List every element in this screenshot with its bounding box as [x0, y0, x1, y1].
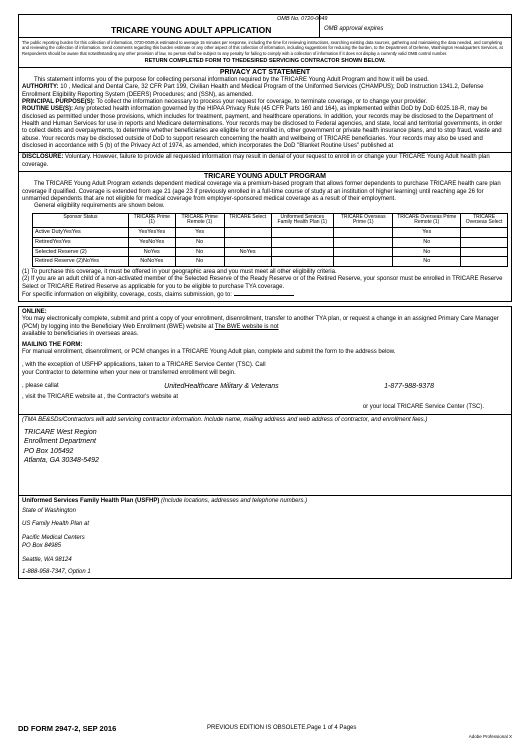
usfhp-line: State of Washington	[22, 507, 76, 514]
address-line: Atlanta, GA 30348-5492	[24, 457, 99, 465]
purpose-block	[22, 99, 508, 106]
usfhp-section	[18, 496, 512, 579]
table-cell	[271, 237, 334, 247]
omb-expires: OMB approval expires	[319, 15, 513, 37]
online-section	[18, 306, 512, 414]
usfhp-line: 1-888-958-7347, Option 1	[22, 568, 91, 575]
disclosure-text: Voluntary. However, failure to provide all requested information may result in denial of your request to enroll in or change your TRICARE Young Adult health plan coverage.	[22, 154, 490, 168]
usfhp-note: (Include locations, addresses and telephone numbers.)	[161, 498, 308, 505]
obsolete-notice: PREVIOUS EDITION IS OBSOLETE.Page 1 of 4 Pages	[207, 725, 357, 731]
table-cell	[271, 247, 334, 257]
form-number: DD FORM 2947-2, SEP 2016	[18, 724, 117, 733]
visit-text: , visit the TRICARE website at	[22, 394, 103, 401]
online-label: ONLINE:	[22, 309, 47, 316]
authority-label: AUTHORITY:	[22, 84, 59, 91]
table-cell: NoNoYes	[128, 257, 175, 267]
table-cell	[224, 228, 271, 238]
online-tail: available to beneficiaries in overseas areas.	[22, 330, 139, 337]
purpose-label: PRINCIPAL PURPOSE(S):	[22, 99, 95, 106]
form-page	[18, 14, 512, 579]
uso-text: , with the exception of USFHP applications, taken to a TRICARE Service Center (TSC). Call	[22, 362, 266, 369]
table-cell: YesYesYes	[128, 228, 175, 238]
purpose-text: To collect the information necessary to process your request for coverage, to terminate coverage, or to change your provider.	[96, 99, 428, 106]
table-cell	[334, 257, 393, 267]
contractor-name: UnitedHealthcare Military & Veterans	[164, 382, 279, 390]
privacy-act-section	[18, 68, 512, 154]
contractor-section	[18, 415, 512, 497]
table-cell: Active DutyYesYes	[33, 228, 129, 238]
table-header-row	[33, 213, 508, 228]
table-cell	[334, 237, 393, 247]
table-cell	[334, 247, 393, 257]
tma-note: (TMA BE&SDs/Contractors will add servicing contractor information. Include name, mailing address and web address of contractor, and enrollment fees.)	[22, 416, 428, 423]
table-cell: No	[175, 257, 224, 267]
table-cell	[224, 257, 271, 267]
uso-text-2: your Contractor to determine when your new or transferred enrollment will begin.	[22, 369, 236, 376]
column-header: TRICARE Select	[224, 213, 271, 228]
form-header	[18, 14, 512, 38]
table-cell: No	[175, 247, 224, 257]
table-cell	[271, 257, 334, 267]
tsc-text: or your local TRICARE Service Center (TSC).	[362, 404, 484, 411]
visit-text-2: , the Contractor's website at	[103, 394, 179, 401]
table-row	[33, 237, 508, 247]
mailing-label: MAILING THE FORM:	[22, 342, 83, 348]
table-cell	[461, 237, 508, 247]
table-cell: No	[393, 257, 461, 267]
contractor-row	[22, 383, 508, 391]
please-call: , please callat	[22, 382, 59, 389]
table-cell: YesNoYes	[128, 237, 175, 247]
burden-text: The public reporting burden for this collection of information, 0720-0049,is estimated to average 15 minutes per response, including the time for reviewing instructions, searching existing data sources, gathering and maintaining the data needed, and completing and reviewing the collection of information. Send comments regarding this burden estimate or any other aspect of this collection of information, including suggestions for reducing the burden, to the Department of Defense, Washington Headquarters Services, at Respondents should be aware that notwithstanding any other provision of law, no person shall be subject to any penalty for failing to comply with a collection of information if it does not display a currently valid OMB control number.	[22, 40, 503, 56]
column-header: TRICARE Prime (1)	[128, 213, 175, 228]
table-cell: Selected Reserve (2)	[33, 247, 129, 257]
footnote-3-text: For specific information on eligibility, coverage, costs, claims submission, go to:	[22, 291, 232, 298]
usfhp-line: Seattle, WA 98124	[22, 556, 72, 563]
routine-block	[22, 106, 508, 150]
table-cell: NoYes	[128, 247, 175, 257]
table-cell: No	[393, 237, 461, 247]
table-row	[33, 228, 508, 238]
adobe-label: Adobe Professional X	[468, 734, 512, 739]
table-cell: No	[175, 237, 224, 247]
table-cell: RetiredYesYes	[33, 237, 129, 247]
usfhp-label: Uniformed Services Family Health Plan (USFHP)	[22, 498, 160, 505]
routine-text: Any protected health information governed by the HIPAA Privacy Rule (45 CFR Parts 160 and 164), as implemented within DoD by DoD 6025.18-R, may be disclosed as permitted under those provisions, which includes for treatment, payment, and healthcare operations. In addition, your records may be disclosed to the Department of Health and Human Services for use in reports and Medicare determinations. Your records may be disclosed to Federal agencies, and state, local and territorial governments, in order to collect debts and overpayments, to determine whether beneficiaries are eligible for or enrolled in, other government or private health insurance plans, and to stop fraud, waste and abuse. Your records may be disclosed outside of DoD to support research concerning the health and wellbeing of TRICARE beneficiaries. Your records may also be used and disclosed in accordance with 5 (b) of the Privacy Act of 1974, as amended, which incorporates the DoD "Blanket Routine Uses" published at	[22, 106, 503, 149]
footnote-1: (1) To purchase this coverage, it must be offered in your geographic area and you must meet all other eligibility criteria.	[22, 269, 337, 275]
footnote-3	[22, 291, 508, 299]
privacy-heading: PRIVACY ACT STATEMENT	[22, 69, 508, 78]
program-heading: TRICARE YOUNG ADULT PROGRAM	[22, 173, 508, 182]
table-cell: Yes	[393, 228, 461, 238]
privacy-intro: This statement informs you of the purpose for collecting personal information required by the TRICARE Young Adult Program and how it will be used.	[34, 77, 429, 84]
eligibility-intro: General eligibility requirements are shown below.	[34, 203, 165, 210]
program-description: The TRICARE Young Adult Program extends dependent medical coverage via a premium-based program that allows former dependents to purchase TRICARE health care plan coverage if qualified. Coverage is extended from age 21 (age 23 if previously enrolled in a full-time course of study at an institution of higher learning) until reaching age 26 for unmarried dependents that are not eligible for medical coverage from employer-sponsored medical coverage as a result of their employment.	[22, 181, 501, 203]
authority-block	[22, 84, 508, 99]
burden-statement	[18, 38, 512, 68]
table-cell	[334, 228, 393, 238]
table-cell: No	[393, 247, 461, 257]
eligibility-table	[32, 213, 508, 267]
usfhp-line: PO Box 84985	[22, 543, 62, 550]
table-cell: NoYes	[224, 247, 271, 257]
online-text-block	[22, 316, 508, 330]
program-section	[18, 172, 512, 302]
table-cell	[271, 228, 334, 238]
bwe-link[interactable]: The BWE website is not	[214, 323, 279, 330]
table-cell: Retired Reserve (2)NoYes	[33, 257, 129, 267]
url-blank	[234, 291, 294, 296]
mailing-text: For manual enrollment, disenrollment, or PCM changes in a TRICARE Young Adult plan, complete and submit the form to the address below.	[22, 349, 396, 356]
column-header: Uniformed Services Family Health Plan (1)	[271, 213, 334, 228]
usfhp-line: Pacific Medical Centers	[22, 535, 85, 542]
column-header: TRICARE Prime Remote (1)	[175, 213, 224, 228]
footnote-2: (2) If you are an adult child of a non-activated member of the Selected Reserve of the Ready Reserve or of the Retired Reserve, your sponsor must be enrolled in TRICARE Reserve Select or TRICARE Retired Reserve as applicable for you to be eligible to purchase TYA coverage.	[22, 276, 503, 290]
contractor-phone: 1-877-988-9378	[384, 382, 434, 390]
table-cell	[461, 257, 508, 267]
omb-number: OMB No. 0720-0049	[277, 16, 328, 22]
contractor-address	[24, 428, 508, 466]
address-line: Enrollment Department	[24, 438, 96, 446]
authority-text: 10 , Medical and Dental Care, 32 CFR Part 199, Civilian Health and Medical Program of the Uniformed Services (CHAMPUS); DoD Instruction 1341.2, Defense Enrollment Eligibility Reporting System (DEERS) Procedures; and (SSN), as amended.	[22, 84, 484, 98]
form-title: TRICARE YOUNG ADULT APPLICATION	[111, 25, 272, 35]
column-header: TRICARE Overseas Prime Remote (1)	[393, 213, 461, 228]
disclosure-section	[18, 153, 512, 172]
column-header: Sponsor Status	[33, 213, 129, 228]
table-row	[33, 247, 508, 257]
online-text: You may electronically complete, submit and print a copy of your enrollment, disenrollment, transfer to another TYA plan, or request a change in an assigned Primary Care Manager (PCM) by logging into the Beneficiary Web Enrollment (BWE) website at	[22, 316, 499, 330]
table-cell: Yes	[175, 228, 224, 238]
table-row	[33, 257, 508, 267]
table-cell	[461, 228, 508, 238]
usfhp-line: US Family Health Plan at	[22, 521, 90, 528]
usfhp-lines	[22, 508, 508, 577]
column-header: TRICARE Overseas Select	[461, 213, 508, 228]
address-line: TRICARE West Region	[24, 428, 97, 436]
return-instruction: RETURN COMPLETED FORM TO THEDESIRED SERVICING CONTRACTOR SHOWN BELOW.	[144, 57, 386, 64]
column-header: TRICARE Overseas Prime (1)	[334, 213, 393, 228]
visit-row	[22, 394, 508, 401]
table-cell	[224, 237, 271, 247]
routine-label: ROUTINE USE(S):	[22, 106, 73, 113]
disclosure-label: DISCLOSURE:	[22, 154, 64, 161]
usfhp-heading	[22, 498, 508, 505]
table-cell	[461, 247, 508, 257]
address-line: PO Box 105492	[24, 447, 74, 455]
